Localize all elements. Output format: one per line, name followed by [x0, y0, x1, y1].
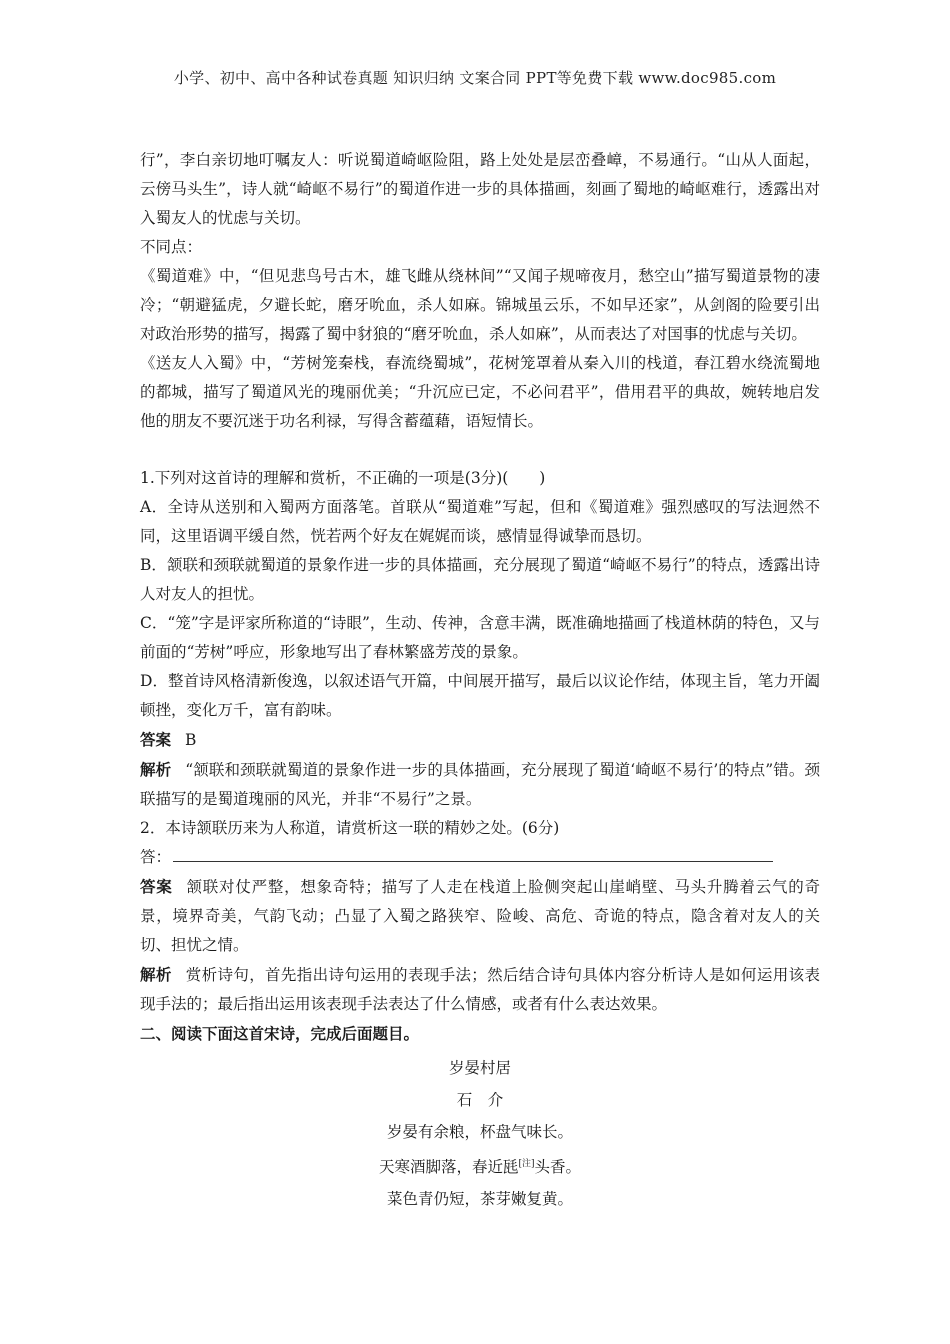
- analysis-text: “颔联和颈联就蜀道的景象作进一步的具体描画，充分展现了蜀道‘崎岖不易行’的特点”错。颈联描写的是蜀道瑰丽的风光，并非“不易行”之景。: [140, 761, 820, 808]
- answer-prompt: 答：: [140, 848, 172, 866]
- q2-stem: 2．本诗颔联历来为人称道，请赏析这一联的精妙之处。(6分): [140, 819, 560, 837]
- q1-option-d: D．整首诗风格清新俊逸，以叙述语气开篇，中间展开描写，最后以议论作结，体现主旨，笔力开阖顿挫，变化万千，富有韵味。: [140, 672, 820, 719]
- analysis-label: 解析: [140, 760, 172, 779]
- answer-value: B: [185, 731, 197, 749]
- q1-option-c: C．“笼”字是评家所称道的“诗眼”，生动、传神，含意丰满，既准确地描画了栈道林荫的特色，又与前面的“芳树”呼应，形象地写出了春林繁盛芳茂的景象。: [140, 614, 820, 661]
- q1-option-a: A．全诗从送别和入蜀两方面落笔。首联从“蜀道难”写起，但和《蜀道难》强烈感叹的写法迥然不同，这里语调平缓自然，恍若两个好友在娓娓而谈，感情显得诚挚而恳切。: [140, 498, 820, 545]
- poem-author: 石 介: [456, 1091, 504, 1109]
- answer-label: 答案: [140, 730, 172, 749]
- q2-answer-line: [140, 843, 820, 872]
- section-heading: 二、阅读下面这首宋诗，完成后面题目。: [140, 1024, 420, 1043]
- poem-line-2-a: 天寒酒脚落，春近瓱: [378, 1158, 519, 1177]
- differences-label: 不同点：: [140, 238, 203, 256]
- q1-answer: [140, 725, 820, 755]
- answer-text: 颔联对仗严整，想象奇特；描写了人走在栈道上脸侧突起山崖峭壁、马头升腾着云气的奇景，境界奇美，气韵飞动；凸显了入蜀之路狭窄、险峻、高危、奇诡的特点，隐含着对友人的关切、担忧之情。: [140, 878, 820, 954]
- q1-stem: 1.下列对这首诗的理解和赏析，不正确的一项是(3分)( ): [140, 469, 546, 487]
- poem-line-1: 岁晏有余粮，杯盘气味长。: [386, 1123, 573, 1141]
- q2-analysis: [140, 960, 820, 1019]
- answer-blank-line[interactable]: [173, 847, 773, 862]
- poem-line-2-b: 头香。: [534, 1158, 582, 1177]
- analysis-paragraph: 行”，李白亲切地叮嘱友人：听说蜀道崎岖险阻，路上处处是层峦叠嶂，不易通行。“山从人面起，云傍马头生”，诗人就“崎岖不易行”的蜀道作进一步的具体描画，刻画了蜀地的崎岖难行，透露出对入蜀友人的忧虑与关切。: [140, 151, 820, 227]
- difference-songyouren: 《送友人入蜀》中，“芳树笼秦栈，春流绕蜀城”，花树笼罩着从秦入川的栈道，春江碧水绕流蜀地的都城，描写了蜀道风光的瑰丽优美；“升沉应已定，不必问君平”，借用君平的典故，婉转地启发他的朋友不要沉迷于功名利禄，写得含蓄蕴藉，语短情长。: [140, 354, 820, 430]
- answer-label: 答案: [140, 877, 173, 896]
- analysis-label: 解析: [140, 965, 172, 984]
- q1-option-b: B．颔联和颈联就蜀道的景象作进一步的具体描画，充分展现了蜀道“崎岖不易行”的特点，透露出诗人对友人的担忧。: [140, 556, 820, 603]
- q2-answer: [140, 872, 820, 960]
- document-body: [140, 146, 820, 1215]
- poem-title: 岁晏村居: [448, 1059, 511, 1077]
- difference-shudaonan: 《蜀道难》中，“但见悲鸟号古木，雄飞雌从绕林间”“又闻子规啼夜月，愁空山”描写蜀道景物的凄冷；“朝避猛虎，夕避长蛇，磨牙吮血，杀人如麻。锦城虽云乐，不如早还家”，从剑阁的险要引出对政治形势的描写，揭露了蜀中豺狼的“磨牙吮血，杀人如麻”，从而表达了对国事的忧虑与关切。: [140, 267, 820, 343]
- q1-analysis: [140, 755, 820, 814]
- poem-line-2: [140, 1148, 820, 1183]
- poem-line-3: 菜色青仍短，茶芽嫩复黄。: [386, 1190, 573, 1209]
- footnote-marker: [注]: [518, 1159, 535, 1169]
- analysis-text: 赏析诗句，首先指出诗句运用的表现手法；然后结合诗句具体内容分析诗人是如何运用该表现手法的；最后指出运用该表现手法表达了什么情感，或者有什么表达效果。: [140, 966, 820, 1013]
- page-header: 小学、初中、高中各种试卷真题 知识归纳 文案合同 PPT等免费下载 www.doc985.com: [173, 69, 777, 87]
